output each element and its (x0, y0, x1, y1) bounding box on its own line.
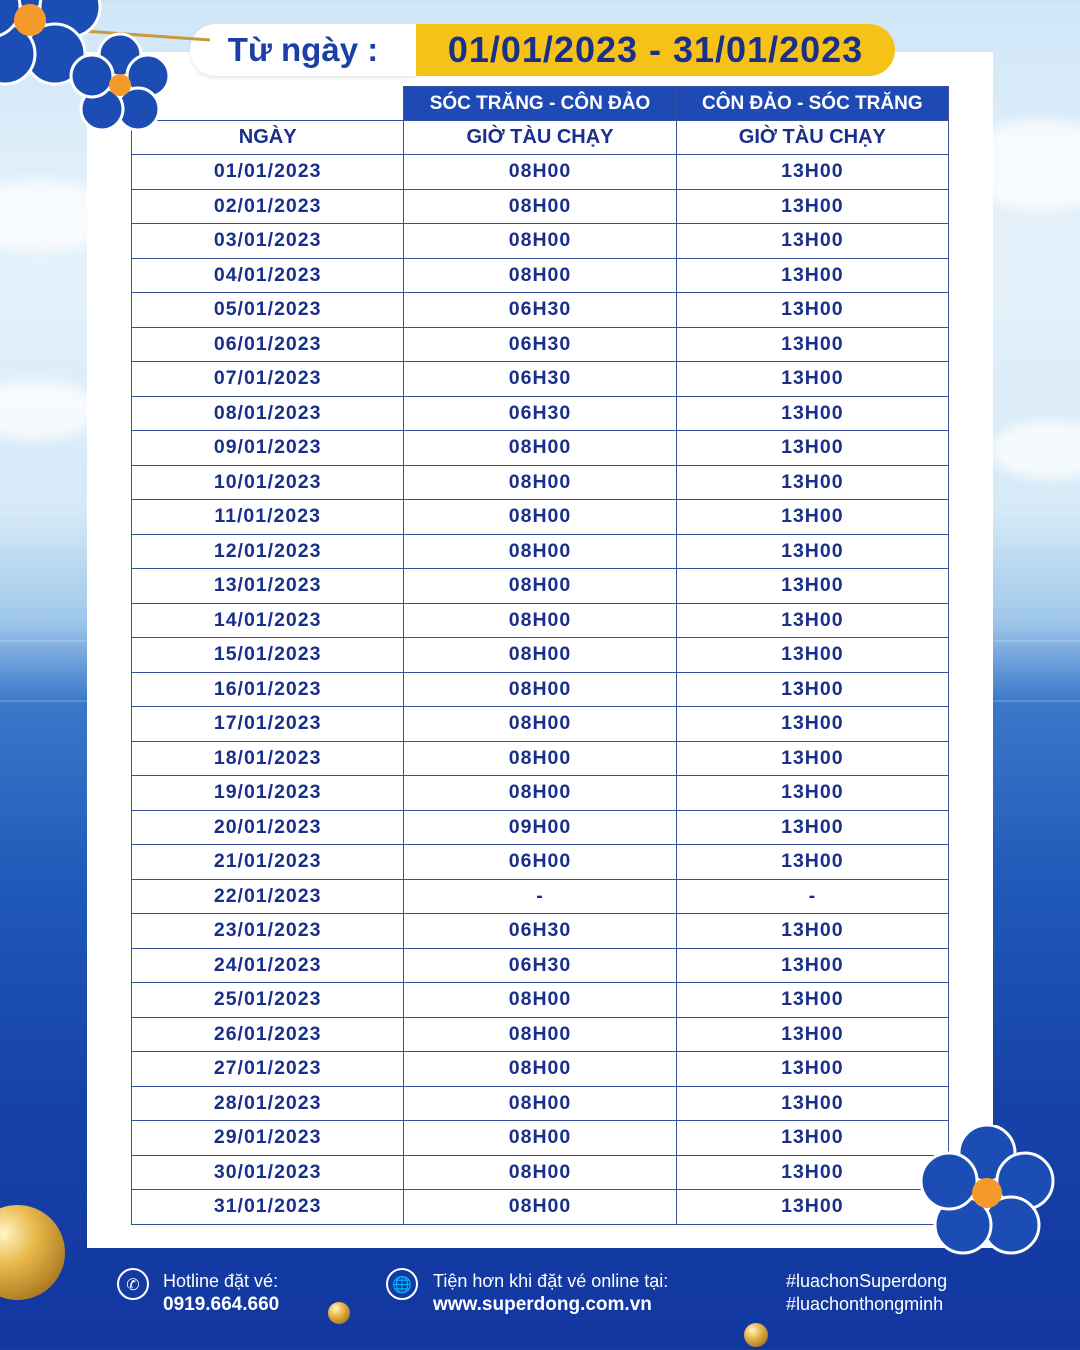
time-cell-soc-trang-con-dao: 08H00 (404, 224, 676, 259)
date-cell: 14/01/2023 (132, 603, 404, 638)
time-cell-con-dao-soc-trang: 13H00 (676, 1121, 948, 1156)
time-cell-soc-trang-con-dao: 08H00 (404, 672, 676, 707)
time-cell-con-dao-soc-trang: 13H00 (676, 431, 948, 466)
date-cell: 18/01/2023 (132, 741, 404, 776)
table-row (132, 914, 949, 949)
time-cell-soc-trang-con-dao: 08H00 (404, 983, 676, 1018)
time-cell-soc-trang-con-dao: 08H00 (404, 465, 676, 500)
time-cell-con-dao-soc-trang: 13H00 (676, 948, 948, 983)
date-cell: 07/01/2023 (132, 362, 404, 397)
date-cell: 28/01/2023 (132, 1086, 404, 1121)
date-cell: 17/01/2023 (132, 707, 404, 742)
time-cell-con-dao-soc-trang: 13H00 (676, 396, 948, 431)
time-cell-soc-trang-con-dao: 08H00 (404, 741, 676, 776)
time-cell-soc-trang-con-dao: 06H30 (404, 362, 676, 397)
time-cell-soc-trang-con-dao: 08H00 (404, 189, 676, 224)
table-row (132, 1052, 949, 1087)
time-cell-con-dao-soc-trang: 13H00 (676, 672, 948, 707)
date-cell: 01/01/2023 (132, 155, 404, 190)
time-cell-con-dao-soc-trang: 13H00 (676, 1017, 948, 1052)
date-column-header: NGÀY (132, 121, 404, 155)
phone-icon: ✆ (117, 1268, 149, 1300)
route-con-dao-soc-trang: CÔN ĐẢO - SÓC TRĂNG (676, 87, 948, 121)
table-row (132, 741, 949, 776)
route-soc-trang-con-dao: SÓC TRĂNG - CÔN ĐẢO (404, 87, 676, 121)
time-cell-con-dao-soc-trang: 13H00 (676, 983, 948, 1018)
footer (0, 1260, 1080, 1330)
date-cell: 19/01/2023 (132, 776, 404, 811)
table-row (132, 603, 949, 638)
table-row (132, 1086, 949, 1121)
date-cell: 09/01/2023 (132, 431, 404, 466)
time-cell-con-dao-soc-trang: 13H00 (676, 189, 948, 224)
plum-blossom-icon (0, 0, 230, 150)
table-row (132, 983, 949, 1018)
time-cell-con-dao-soc-trang: 13H00 (676, 1086, 948, 1121)
time-cell-soc-trang-con-dao: 08H00 (404, 1017, 676, 1052)
table-row (132, 500, 949, 535)
hashtag: #luachonthongminh (786, 1294, 944, 1314)
time-cell-con-dao-soc-trang: 13H00 (676, 362, 948, 397)
column-header-row (132, 121, 949, 155)
time-cell-soc-trang-con-dao: - (404, 879, 676, 914)
date-cell: 22/01/2023 (132, 879, 404, 914)
from-date-label: Từ ngày : (190, 24, 416, 76)
time-cell-soc-trang-con-dao: 08H00 (404, 638, 676, 673)
time-cell-soc-trang-con-dao: 06H30 (404, 293, 676, 328)
website-link[interactable]: www.superdong.com.vn (433, 1294, 652, 1315)
time-cell-soc-trang-con-dao: 09H00 (404, 810, 676, 845)
time-cell-con-dao-soc-trang: 13H00 (676, 914, 948, 949)
online-booking (433, 1270, 668, 1316)
date-cell: 08/01/2023 (132, 396, 404, 431)
table-row (132, 1017, 949, 1052)
table-row (132, 465, 949, 500)
time-cell-con-dao-soc-trang: 13H00 (676, 638, 948, 673)
table-row (132, 810, 949, 845)
table-row (132, 431, 949, 466)
time-cell-con-dao-soc-trang: 13H00 (676, 569, 948, 604)
hotline-number[interactable]: 0919.664.660 (163, 1294, 280, 1315)
table-row (132, 327, 949, 362)
route-header-row (132, 87, 949, 121)
time-cell-con-dao-soc-trang: 13H00 (676, 810, 948, 845)
table-row (132, 189, 949, 224)
time-cell-con-dao-soc-trang: 13H00 (676, 845, 948, 880)
date-cell: 13/01/2023 (132, 569, 404, 604)
table-row (132, 1190, 949, 1225)
date-cell: 04/01/2023 (132, 258, 404, 293)
time-cell-con-dao-soc-trang: 13H00 (676, 1190, 948, 1225)
table-row (132, 879, 949, 914)
table-row (132, 224, 949, 259)
time-cell-con-dao-soc-trang: 13H00 (676, 224, 948, 259)
table-row (132, 258, 949, 293)
hashtag: #luachonSuperdong (786, 1271, 948, 1291)
time-cell-soc-trang-con-dao: 08H00 (404, 776, 676, 811)
time-cell-con-dao-soc-trang: 13H00 (676, 1052, 948, 1087)
date-cell: 15/01/2023 (132, 638, 404, 673)
time-cell-con-dao-soc-trang: 13H00 (676, 258, 948, 293)
date-range-header (190, 24, 895, 76)
date-cell: 25/01/2023 (132, 983, 404, 1018)
hotline (163, 1270, 279, 1316)
hashtags (786, 1270, 947, 1316)
time-cell-soc-trang-con-dao: 08H00 (404, 569, 676, 604)
date-cell: 20/01/2023 (132, 810, 404, 845)
time-cell-soc-trang-con-dao: 08H00 (404, 1121, 676, 1156)
table-row (132, 534, 949, 569)
time-cell-soc-trang-con-dao: 08H00 (404, 1052, 676, 1087)
date-cell: 23/01/2023 (132, 914, 404, 949)
time-cell-soc-trang-con-dao: 08H00 (404, 707, 676, 742)
time-cell-soc-trang-con-dao: 08H00 (404, 1190, 676, 1225)
table-row (132, 569, 949, 604)
time-cell-soc-trang-con-dao: 08H00 (404, 1086, 676, 1121)
date-cell: 16/01/2023 (132, 672, 404, 707)
table-row (132, 155, 949, 190)
plum-blossom-icon (915, 1125, 1060, 1260)
time-cell-con-dao-soc-trang: 13H00 (676, 500, 948, 535)
date-cell: 30/01/2023 (132, 1155, 404, 1190)
date-cell: 06/01/2023 (132, 327, 404, 362)
hotline-label: Hotline đặt vé: (163, 1271, 279, 1291)
time-cell-soc-trang-con-dao: 08H00 (404, 431, 676, 466)
cloud (990, 420, 1080, 480)
time-cell-con-dao-soc-trang: 13H00 (676, 707, 948, 742)
table-row (132, 672, 949, 707)
table-row (132, 776, 949, 811)
schedule-table (131, 86, 949, 1225)
date-cell: 27/01/2023 (132, 1052, 404, 1087)
time-cell-con-dao-soc-trang: 13H00 (676, 603, 948, 638)
time-cell-con-dao-soc-trang: 13H00 (676, 776, 948, 811)
date-cell: 26/01/2023 (132, 1017, 404, 1052)
time-cell-soc-trang-con-dao: 08H00 (404, 603, 676, 638)
time-cell-soc-trang-con-dao: 06H30 (404, 948, 676, 983)
table-row (132, 948, 949, 983)
time-column-header-2: GIỜ TÀU CHẠY (676, 121, 948, 155)
globe-icon: 🌐 (386, 1268, 418, 1300)
date-cell: 12/01/2023 (132, 534, 404, 569)
online-label: Tiện hơn khi đặt vé online tại: (433, 1271, 669, 1291)
table-row (132, 707, 949, 742)
table-row (132, 396, 949, 431)
time-cell-soc-trang-con-dao: 06H30 (404, 396, 676, 431)
table-row (132, 362, 949, 397)
date-range: 01/01/2023 - 31/01/2023 (416, 24, 895, 76)
time-cell-con-dao-soc-trang: 13H00 (676, 741, 948, 776)
time-cell-soc-trang-con-dao: 08H00 (404, 500, 676, 535)
date-cell: 03/01/2023 (132, 224, 404, 259)
date-cell: 24/01/2023 (132, 948, 404, 983)
date-cell: 21/01/2023 (132, 845, 404, 880)
time-cell-con-dao-soc-trang: 13H00 (676, 534, 948, 569)
table-row (132, 1121, 949, 1156)
time-cell-con-dao-soc-trang: 13H00 (676, 327, 948, 362)
table-row (132, 845, 949, 880)
time-cell-soc-trang-con-dao: 06H00 (404, 845, 676, 880)
time-cell-soc-trang-con-dao: 08H00 (404, 258, 676, 293)
table-row (132, 1155, 949, 1190)
time-cell-con-dao-soc-trang: 13H00 (676, 293, 948, 328)
time-cell-con-dao-soc-trang: 13H00 (676, 155, 948, 190)
time-column-header-1: GIỜ TÀU CHẠY (404, 121, 676, 155)
time-cell-soc-trang-con-dao: 08H00 (404, 534, 676, 569)
time-cell-soc-trang-con-dao: 08H00 (404, 1155, 676, 1190)
time-cell-con-dao-soc-trang: 13H00 (676, 1155, 948, 1190)
table-row (132, 293, 949, 328)
time-cell-soc-trang-con-dao: 06H30 (404, 327, 676, 362)
date-cell: 29/01/2023 (132, 1121, 404, 1156)
date-cell: 11/01/2023 (132, 500, 404, 535)
time-cell-con-dao-soc-trang: 13H00 (676, 465, 948, 500)
time-cell-soc-trang-con-dao: 06H30 (404, 914, 676, 949)
date-cell: 05/01/2023 (132, 293, 404, 328)
table-row (132, 638, 949, 673)
time-cell-con-dao-soc-trang: - (676, 879, 948, 914)
date-cell: 31/01/2023 (132, 1190, 404, 1225)
date-cell: 02/01/2023 (132, 189, 404, 224)
cloud (0, 380, 100, 440)
date-cell: 10/01/2023 (132, 465, 404, 500)
time-cell-soc-trang-con-dao: 08H00 (404, 155, 676, 190)
